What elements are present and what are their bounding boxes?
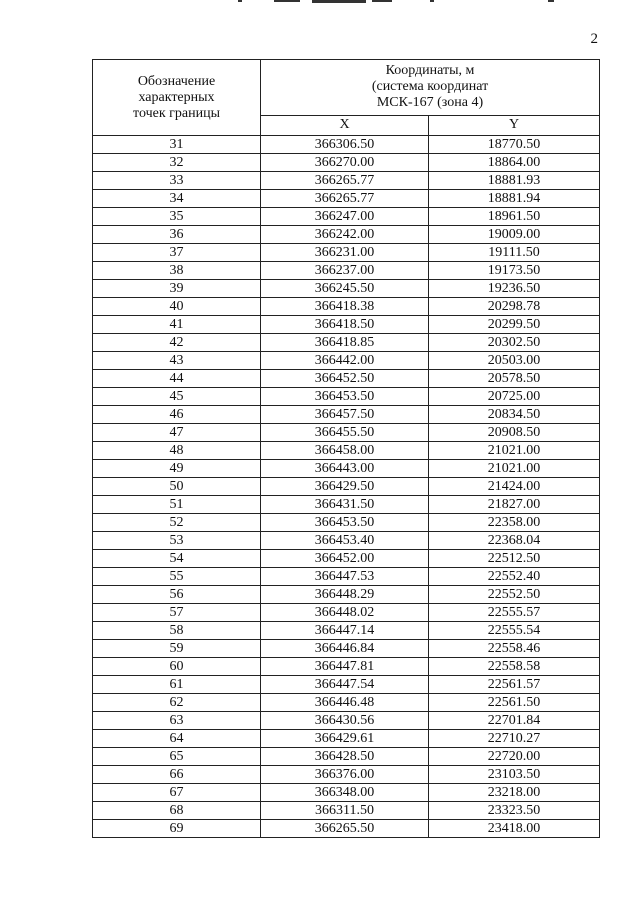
- cell-y: 20299.50: [429, 316, 600, 334]
- cell-point-number: 63: [93, 712, 261, 730]
- cell-y: 22552.40: [429, 568, 600, 586]
- cell-y: 20298.78: [429, 298, 600, 316]
- scan-artifact-marks: [230, 0, 560, 6]
- cell-point-number: 56: [93, 586, 261, 604]
- cell-x: 366452.00: [261, 550, 429, 568]
- table-row: [93, 334, 600, 352]
- table-row: [93, 172, 600, 190]
- cell-point-number: 57: [93, 604, 261, 622]
- cell-y: 22555.54: [429, 622, 600, 640]
- cell-x: 366265.50: [261, 820, 429, 838]
- table-row: [93, 478, 600, 496]
- cell-point-number: 66: [93, 766, 261, 784]
- header-coordinates: [261, 60, 600, 116]
- cell-point-number: 69: [93, 820, 261, 838]
- cell-x: 366453.50: [261, 514, 429, 532]
- cell-y: 20834.50: [429, 406, 600, 424]
- cell-x: 366348.00: [261, 784, 429, 802]
- cell-x: 366242.00: [261, 226, 429, 244]
- cell-x: 366448.02: [261, 604, 429, 622]
- table-row: [93, 622, 600, 640]
- cell-y: 19111.50: [429, 244, 600, 262]
- cell-y: 22558.46: [429, 640, 600, 658]
- cell-point-number: 67: [93, 784, 261, 802]
- cell-point-number: 51: [93, 496, 261, 514]
- table-body: [93, 136, 600, 838]
- cell-y: 18881.94: [429, 190, 600, 208]
- table-row: [93, 298, 600, 316]
- cell-point-number: 68: [93, 802, 261, 820]
- table-row: [93, 820, 600, 838]
- cell-y: 22701.84: [429, 712, 600, 730]
- cell-x: 366247.00: [261, 208, 429, 226]
- cell-point-number: 53: [93, 532, 261, 550]
- cell-y: 18881.93: [429, 172, 600, 190]
- cell-x: 366447.81: [261, 658, 429, 676]
- header-point-designation: [93, 60, 261, 136]
- cell-y: 19009.00: [429, 226, 600, 244]
- table-row: [93, 208, 600, 226]
- table-row: [93, 154, 600, 172]
- cell-point-number: 61: [93, 676, 261, 694]
- cell-x: 366430.56: [261, 712, 429, 730]
- table-row: [93, 694, 600, 712]
- coordinates-table: [92, 59, 600, 838]
- cell-y: 21021.00: [429, 442, 600, 460]
- cell-y: 23323.50: [429, 802, 600, 820]
- table-row: [93, 388, 600, 406]
- cell-x: 366457.50: [261, 406, 429, 424]
- cell-x: 366458.00: [261, 442, 429, 460]
- cell-point-number: 45: [93, 388, 261, 406]
- cell-point-number: 46: [93, 406, 261, 424]
- table-row: [93, 658, 600, 676]
- table-row: [93, 226, 600, 244]
- cell-point-number: 62: [93, 694, 261, 712]
- table-row: [93, 244, 600, 262]
- cell-point-number: 31: [93, 136, 261, 154]
- cell-x: 366418.38: [261, 298, 429, 316]
- table-row: [93, 460, 600, 478]
- cell-x: 366418.85: [261, 334, 429, 352]
- page-number: 2: [590, 31, 598, 47]
- cell-x: 366237.00: [261, 262, 429, 280]
- table-row: [93, 424, 600, 442]
- cell-x: 366455.50: [261, 424, 429, 442]
- table-row: [93, 802, 600, 820]
- cell-x: 366245.50: [261, 280, 429, 298]
- cell-y: 22561.50: [429, 694, 600, 712]
- cell-x: 366429.50: [261, 478, 429, 496]
- table-row: [93, 370, 600, 388]
- cell-y: 22512.50: [429, 550, 600, 568]
- cell-x: 366270.00: [261, 154, 429, 172]
- cell-x: 366428.50: [261, 748, 429, 766]
- table-row: [93, 784, 600, 802]
- cell-point-number: 35: [93, 208, 261, 226]
- cell-x: 366446.84: [261, 640, 429, 658]
- cell-point-number: 55: [93, 568, 261, 586]
- cell-x: 366431.50: [261, 496, 429, 514]
- table-row: [93, 712, 600, 730]
- table-row: [93, 280, 600, 298]
- cell-x: 366311.50: [261, 802, 429, 820]
- cell-y: 22552.50: [429, 586, 600, 604]
- cell-point-number: 50: [93, 478, 261, 496]
- cell-y: 23418.00: [429, 820, 600, 838]
- cell-y: 23103.50: [429, 766, 600, 784]
- cell-point-number: 64: [93, 730, 261, 748]
- cell-point-number: 58: [93, 622, 261, 640]
- table-row: [93, 748, 600, 766]
- cell-x: 366265.77: [261, 190, 429, 208]
- cell-point-number: 65: [93, 748, 261, 766]
- cell-y: 23218.00: [429, 784, 600, 802]
- cell-y: 19236.50: [429, 280, 600, 298]
- cell-x: 366418.50: [261, 316, 429, 334]
- cell-y: 18864.00: [429, 154, 600, 172]
- table-row: [93, 352, 600, 370]
- cell-x: 366306.50: [261, 136, 429, 154]
- cell-x: 366446.48: [261, 694, 429, 712]
- table-row: [93, 550, 600, 568]
- table-row: [93, 730, 600, 748]
- cell-x: 366376.00: [261, 766, 429, 784]
- table-row: [93, 604, 600, 622]
- cell-y: 22555.57: [429, 604, 600, 622]
- header-point-line: Обозначение: [137, 73, 216, 89]
- header-coords-line: (система координат: [371, 79, 489, 95]
- cell-y: 22710.27: [429, 730, 600, 748]
- cell-y: 20302.50: [429, 334, 600, 352]
- cell-y: 18770.50: [429, 136, 600, 154]
- cell-x: 366447.54: [261, 676, 429, 694]
- cell-x: 366447.53: [261, 568, 429, 586]
- cell-point-number: 47: [93, 424, 261, 442]
- table-row: [93, 532, 600, 550]
- cell-y: 22368.04: [429, 532, 600, 550]
- cell-point-number: 32: [93, 154, 261, 172]
- header-y: Y: [429, 115, 600, 135]
- cell-x: 366442.00: [261, 352, 429, 370]
- table-row: [93, 190, 600, 208]
- header-coords-line: Координаты, м: [385, 63, 475, 79]
- cell-x: 366443.00: [261, 460, 429, 478]
- cell-point-number: 42: [93, 334, 261, 352]
- table-row: [93, 262, 600, 280]
- cell-y: 22558.58: [429, 658, 600, 676]
- cell-x: 366453.40: [261, 532, 429, 550]
- table-row: [93, 406, 600, 424]
- cell-y: 21021.00: [429, 460, 600, 478]
- cell-x: 366448.29: [261, 586, 429, 604]
- cell-x: 366452.50: [261, 370, 429, 388]
- cell-y: 22720.00: [429, 748, 600, 766]
- cell-y: 20578.50: [429, 370, 600, 388]
- table-row: [93, 568, 600, 586]
- cell-point-number: 43: [93, 352, 261, 370]
- cell-point-number: 59: [93, 640, 261, 658]
- cell-y: 20725.00: [429, 388, 600, 406]
- cell-point-number: 37: [93, 244, 261, 262]
- cell-y: 21424.00: [429, 478, 600, 496]
- cell-point-number: 60: [93, 658, 261, 676]
- cell-y: 20503.00: [429, 352, 600, 370]
- cell-point-number: 40: [93, 298, 261, 316]
- header-point-line: характерных: [138, 89, 215, 105]
- table-row: [93, 676, 600, 694]
- cell-y: 19173.50: [429, 262, 600, 280]
- cell-point-number: 34: [93, 190, 261, 208]
- cell-point-number: 44: [93, 370, 261, 388]
- header-x: X: [261, 115, 429, 135]
- table-row: [93, 496, 600, 514]
- cell-point-number: 39: [93, 280, 261, 298]
- cell-point-number: 33: [93, 172, 261, 190]
- table-row: [93, 766, 600, 784]
- cell-y: 18961.50: [429, 208, 600, 226]
- cell-y: 21827.00: [429, 496, 600, 514]
- cell-x: 366429.61: [261, 730, 429, 748]
- cell-point-number: 52: [93, 514, 261, 532]
- cell-point-number: 49: [93, 460, 261, 478]
- cell-point-number: 48: [93, 442, 261, 460]
- table-row: [93, 586, 600, 604]
- cell-point-number: 38: [93, 262, 261, 280]
- cell-point-number: 41: [93, 316, 261, 334]
- header-point-line: точек границы: [133, 105, 220, 121]
- cell-x: 366231.00: [261, 244, 429, 262]
- table-row: [93, 514, 600, 532]
- table-row: [93, 640, 600, 658]
- cell-point-number: 54: [93, 550, 261, 568]
- header-coords-line: МСК-167 (зона 4): [376, 95, 484, 111]
- cell-y: 22561.57: [429, 676, 600, 694]
- cell-x: 366447.14: [261, 622, 429, 640]
- cell-y: 22358.00: [429, 514, 600, 532]
- table-row: [93, 316, 600, 334]
- cell-y: 20908.50: [429, 424, 600, 442]
- table-row: [93, 136, 600, 154]
- cell-x: 366265.77: [261, 172, 429, 190]
- cell-x: 366453.50: [261, 388, 429, 406]
- table-row: [93, 442, 600, 460]
- cell-point-number: 36: [93, 226, 261, 244]
